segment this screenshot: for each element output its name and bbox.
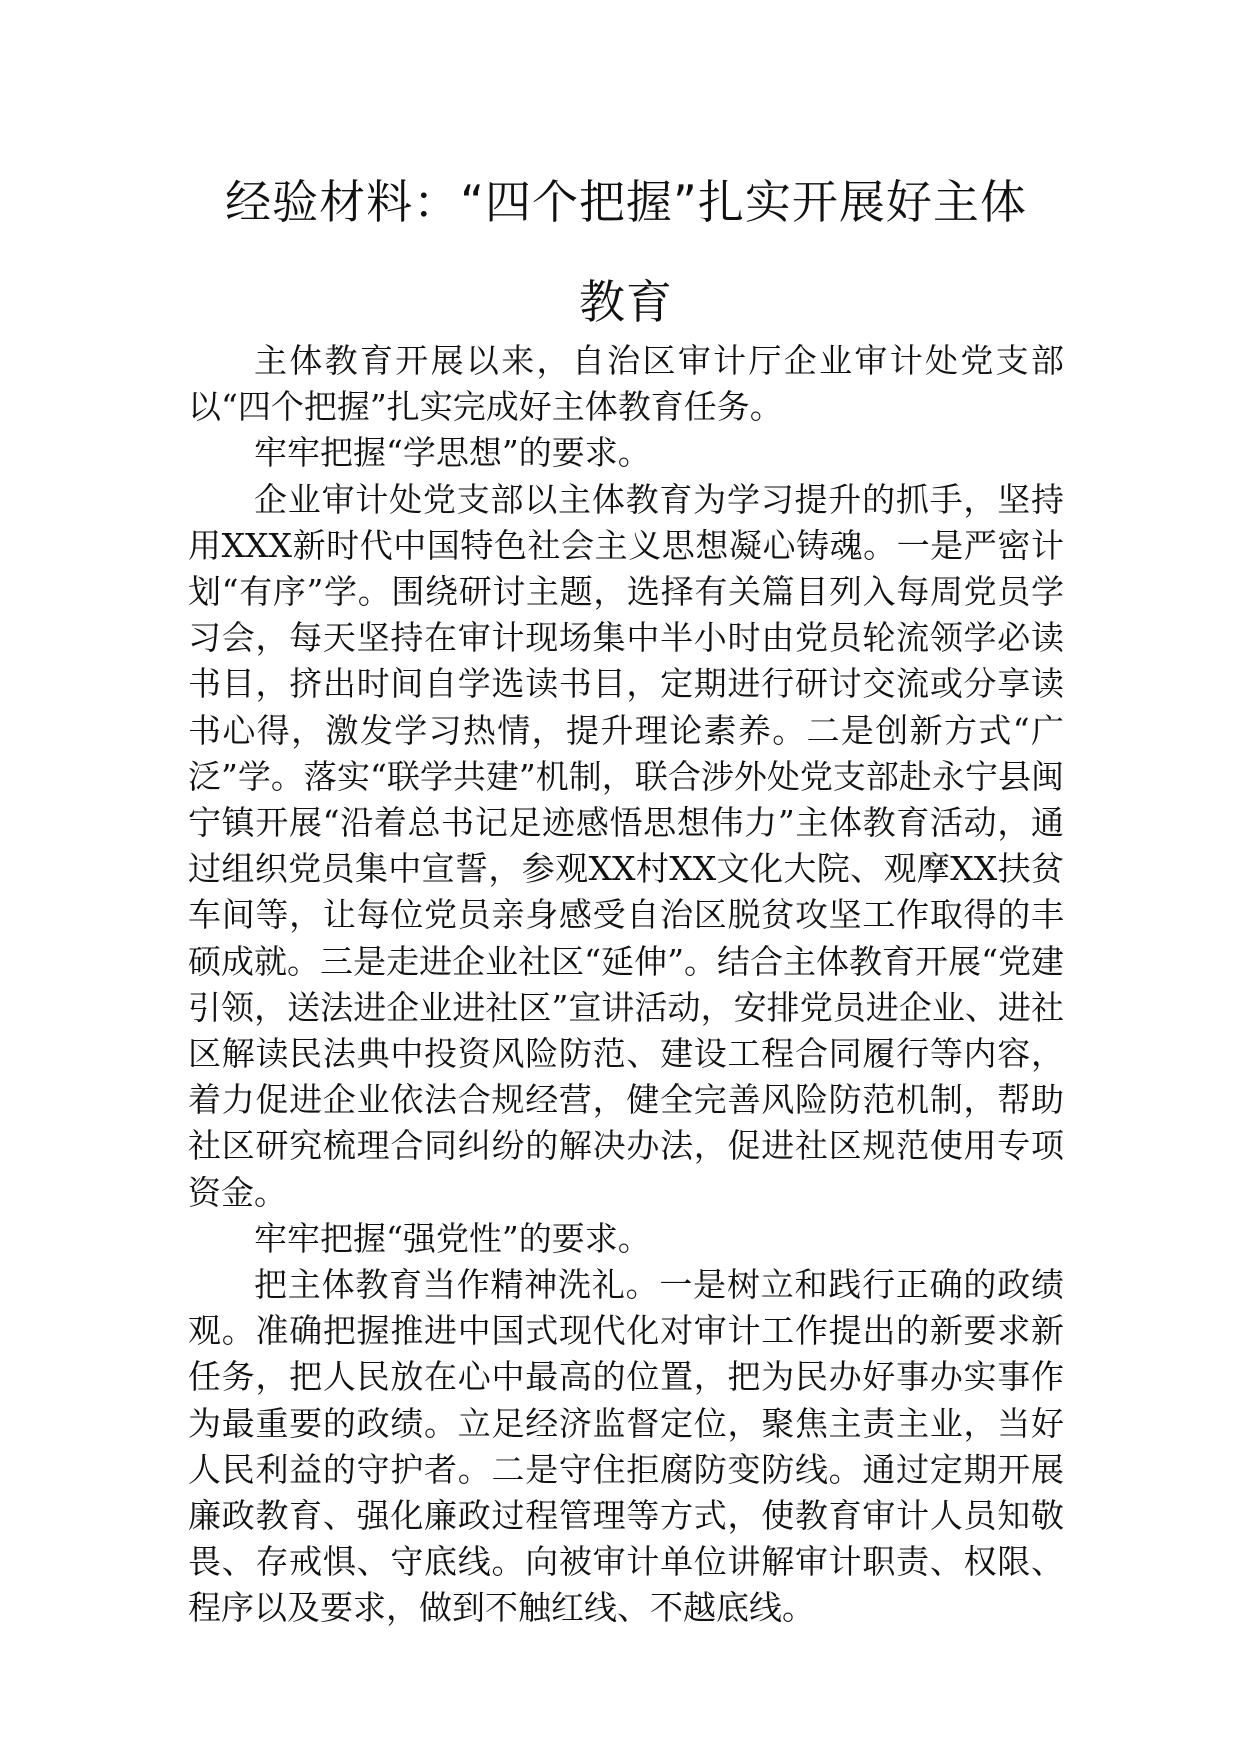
paragraph-intro: 主体教育开展以来，自治区审计厅企业审计处党支部以“四个把握”扎实完成好主体教育任务。 bbox=[188, 341, 1064, 427]
section-heading-party-spirit: 牢牢把握“强党性”的要求。 bbox=[254, 1218, 651, 1258]
document-body bbox=[188, 338, 1064, 1632]
document-title-line-1: 经验材料：“四个把握”扎实开展好主体 bbox=[225, 175, 1027, 229]
paragraph-study: 企业审计处党支部以主体教育为学习提升的抓手，坚持用XXX新时代中国特色社会主义思想凝心铸魂。一是严密计划“有序”学。围绕研讨主题，选择有关篇目列入每周党员学习会，每天坚持在审计现场集中半小时由党员轮流领学必读书目，挤出时间自学选读书目，定期进行研讨交流或分享读书心得，激发学习热情，提升理论素养。二是创新方式“广泛”学。落实“联学共建”机制，联合涉外处党支部赴永宁县闽宁镇开展“沿着总书记足迹感悟思想伟力”主体教育活动，通过组织党员集中宣誓，参观XX村XX文化大院、观摩XX扶贫车间等，让每位党员亲身感受自治区脱贫攻坚工作取得的丰硕成就。三是走进企业社区“延伸”。结合主体教育开展“党建引领，送法进企业进社区”宣讲活动，安排党员进企业、进社区解读民法典中投资风险防范、建设工程合同履行等内容，着力促进企业依法合规经营，健全完善风险防范机制，帮助社区研究梳理合同纠纷的解决办法，促进社区规范使用专项资金。 bbox=[188, 479, 1064, 1212]
paragraph-party-spirit: 把主体教育当作精神洗礼。一是树立和践行正确的政绩观。准确把握推进中国式现代化对审计工作提出的新要求新任务，把人民放在心中最高的位置，把为民办好事办实事作为最重要的政绩。立足经济监督定位，聚焦主责主业，当好人民利益的守护者。二是守住拒腐防变防线。通过定期开展廉政教育、强化廉政过程管理等方式，使教育审计人员知敬畏、存戒惧、守底线。向被审计单位讲解审计职责、权限、程序以及要求，做到不触红线、不越底线。 bbox=[188, 1265, 1064, 1628]
section-heading-study: 牢牢把握“学思想”的要求。 bbox=[254, 433, 651, 473]
document-title-line-2: 教育 bbox=[579, 275, 673, 329]
